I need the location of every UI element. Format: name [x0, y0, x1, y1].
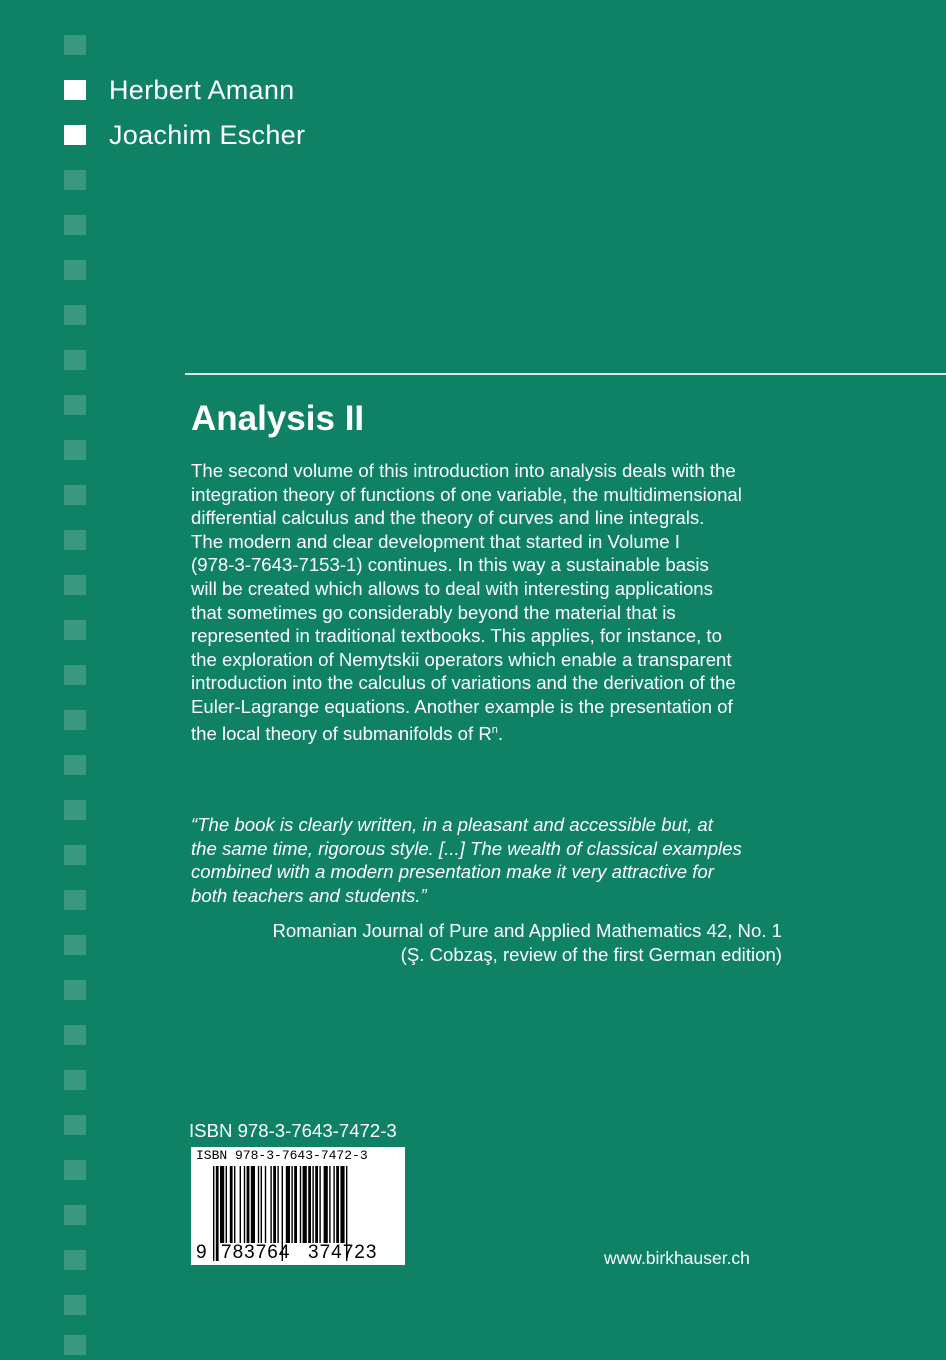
barcode-right-digits: 374723: [308, 1242, 378, 1263]
deco-square: [64, 530, 86, 550]
quote-source-line: (Ş. Cobzaş, review of the first German edition): [400, 943, 782, 965]
publisher-website: www.birkhauser.ch: [604, 1248, 750, 1268]
barcode-bar: [265, 1166, 266, 1243]
deco-square: [64, 935, 86, 955]
barcode-bar: [308, 1166, 311, 1243]
barcode-bar: [329, 1166, 330, 1243]
description-line: represented in traditional textbooks. This applies, for instance, to: [191, 625, 722, 647]
deco-square: [64, 305, 86, 325]
barcode-bar: [300, 1166, 301, 1243]
deco-square: [64, 170, 86, 190]
deco-square: [64, 440, 86, 460]
deco-square: [64, 980, 86, 1000]
description-line: will be created which allows to deal with interesting applications: [191, 577, 713, 599]
author-bullet-square: [64, 80, 86, 100]
barcode-bar: [291, 1166, 292, 1243]
quote-line: both teachers and students.”: [191, 884, 427, 906]
barcode-bar: [324, 1166, 328, 1243]
barcode-bar: [230, 1166, 233, 1243]
divider-rule: [185, 373, 946, 375]
barcode-bar: [244, 1166, 245, 1243]
barcode-bar: [294, 1166, 297, 1243]
description-line: [191, 719, 791, 746]
deco-square: [64, 1295, 86, 1315]
barcode-bar: [319, 1166, 320, 1243]
quote-source-line: Romanian Journal of Pure and Applied Mathematics 42, No. 1: [272, 920, 782, 941]
barcode-bar: [340, 1166, 344, 1243]
barcode-isbn-text: ISBN 978-3-7643-7472-3: [196, 1148, 368, 1163]
barcode-bar: [277, 1166, 278, 1243]
barcode-bar: [286, 1166, 290, 1243]
barcode-bar: [333, 1166, 334, 1243]
review-quote: [191, 813, 791, 907]
barcode-bar: [270, 1166, 271, 1243]
description-text: the local theory of submanifolds of R: [191, 722, 492, 744]
quote-source: [191, 919, 782, 966]
barcode-lead-digit: 9: [196, 1242, 207, 1263]
barcode-left-digits: 783764: [221, 1242, 291, 1263]
description-line: the exploration of Nemytskii operators which enable a transparent: [191, 648, 732, 670]
deco-square: [64, 35, 86, 55]
author-bullet-square: [64, 125, 86, 145]
deco-square: [64, 800, 86, 820]
deco-square: [64, 1115, 86, 1135]
barcode-bar: [234, 1166, 235, 1243]
description-line: The second volume of this introduction into analysis deals with the: [191, 460, 736, 481]
description-line: (978-3-7643-7153-1) continues. In this way a sustainable basis: [191, 554, 709, 576]
author-name: Joachim Escher: [109, 120, 306, 150]
deco-square: [64, 350, 86, 370]
barcode-bar: [220, 1166, 224, 1243]
barcode-bar: [251, 1166, 255, 1243]
description-line: Euler-Lagrange equations. Another example is the presentation of: [191, 695, 733, 717]
barcode-bar: [336, 1166, 339, 1243]
description-line: The modern and clear development that started in Volume I: [191, 530, 680, 552]
description-line: differential calculus and the theory of curves and line integrals.: [191, 507, 705, 529]
book-description: [191, 459, 791, 745]
description-period: .: [497, 722, 504, 744]
deco-square: [64, 620, 86, 640]
barcode-bar: [273, 1166, 276, 1243]
deco-square: [64, 890, 86, 910]
deco-square: [64, 1070, 86, 1090]
barcode-bar: [303, 1166, 307, 1243]
description-line: introduction into the calculus of variations and the derivation of the: [191, 672, 736, 694]
barcode-bar: [213, 1166, 214, 1261]
description-line: that sometimes go considerably beyond the material that is: [191, 601, 676, 623]
book-title: Analysis II: [191, 399, 365, 438]
barcode-bar: [258, 1166, 259, 1243]
description-line: integration theory of functions of one variable, the multidimensional: [191, 483, 742, 505]
deco-square: [64, 215, 86, 235]
deco-square: [64, 1335, 86, 1355]
deco-square: [64, 575, 86, 595]
quote-line: the same time, rigorous style. [...] The wealth of classical examples: [191, 837, 742, 859]
deco-square: [64, 845, 86, 865]
barcode-bar: [261, 1166, 262, 1243]
superscript-n: n: [491, 723, 498, 736]
barcode-bar: [216, 1166, 219, 1261]
deco-square: [64, 1250, 86, 1270]
deco-square: [64, 395, 86, 415]
barcode-bar: [226, 1166, 227, 1243]
deco-square: [64, 1025, 86, 1045]
barcode-bar: [240, 1166, 241, 1243]
author-name: Herbert Amann: [109, 75, 295, 105]
isbn-label: ISBN 978-3-7643-7472-3: [189, 1120, 397, 1141]
deco-square: [64, 710, 86, 730]
barcode-bar: [312, 1166, 313, 1243]
quote-line: “The book is clearly written, in a pleasant and accessible but, at: [191, 814, 713, 835]
deco-square: [64, 1205, 86, 1225]
barcode-bar: [247, 1166, 250, 1243]
deco-square: [64, 1160, 86, 1180]
barcode: [191, 1147, 405, 1265]
deco-square: [64, 485, 86, 505]
deco-square: [64, 260, 86, 280]
quote-line: combined with a modern presentation make it very attractive for: [191, 861, 714, 883]
deco-square: [64, 665, 86, 685]
deco-square: [64, 755, 86, 775]
barcode-bar: [315, 1166, 318, 1243]
